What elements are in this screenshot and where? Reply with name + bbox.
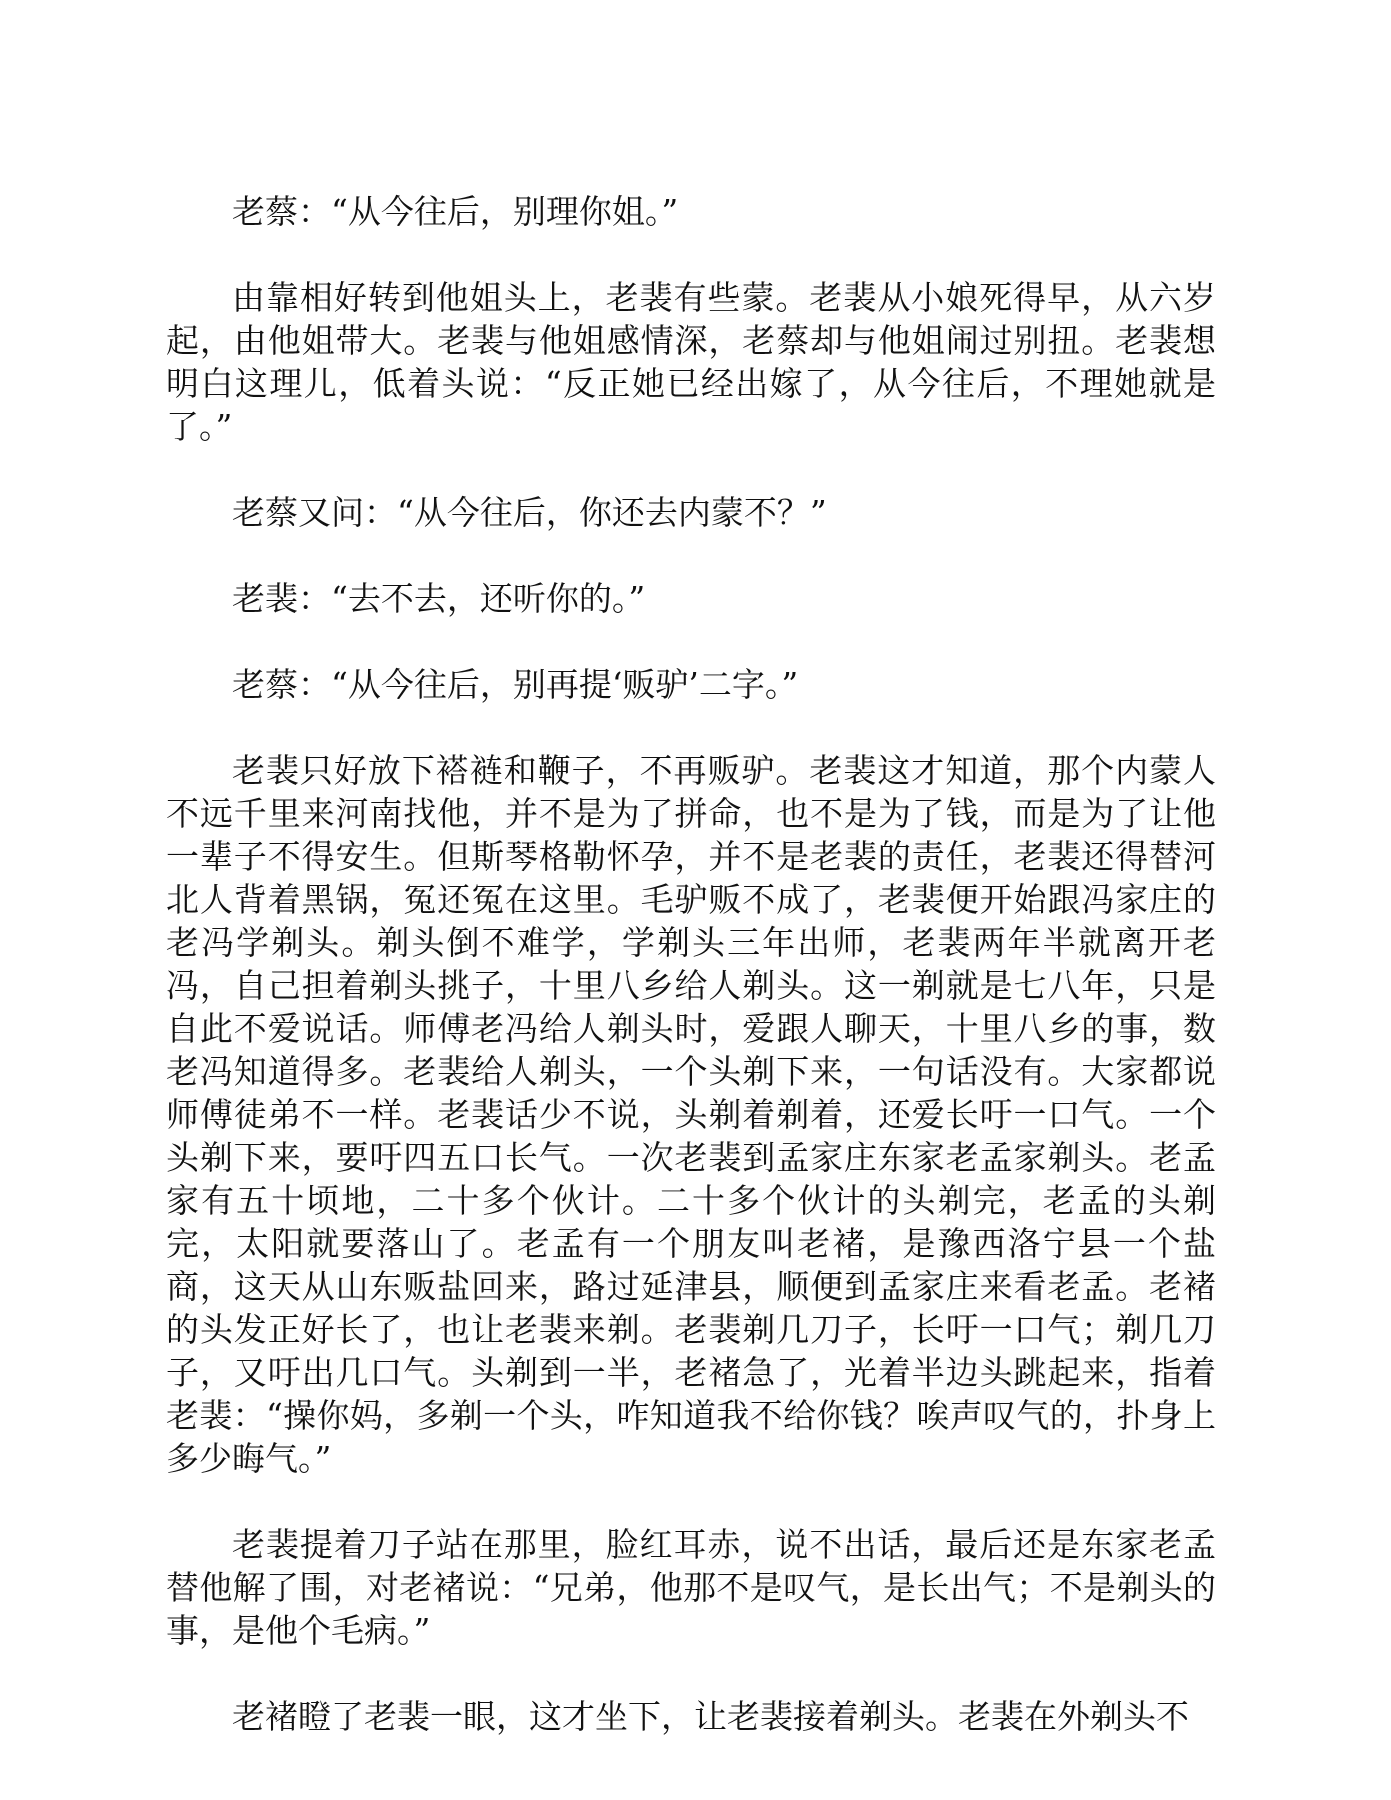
paragraph: 老褚瞪了老裴一眼，这才坐下，让老裴接着剃头。老裴在外剃头不 <box>232 1697 1189 1736</box>
paragraph: 老蔡：“从今往后，别理你姐。” <box>232 192 679 231</box>
paragraph: 由靠相好转到他姐头上，老裴有些蒙。老裴从小娘死得早，从六岁起，由他姐带大。老裴与他姐感情深，老蔡却与他姐闹过别扭。老裴想明白这理儿，低着头说：“反正她已经出嫁了，从今往后，不理她就是了。” <box>166 278 1216 446</box>
text-body <box>166 190 1216 1738</box>
paragraph: 老裴：“去不去，还听你的。” <box>232 579 646 618</box>
paragraph: 老蔡：“从今往后，别再提‘贩驴’二字。” <box>232 665 799 704</box>
paragraph: 老裴只好放下褡裢和鞭子，不再贩驴。老裴这才知道，那个内蒙人不远千里来河南找他，并不是为了拼命，也不是为了钱，而是为了让他一辈子不得安生。但斯琴格勒怀孕，并不是老裴的责任，老裴还得替河北人背着黑锅，冤还冤在这里。毛驴贩不成了，老裴便开始跟冯家庄的老冯学剃头。剃头倒不难学，学剃头三年出师，老裴两年半就离开老冯，自己担着剃头挑子，十里八乡给人剃头。这一剃就是七八年，只是自此不爱说话。师傅老冯给人剃头时，爱跟人聊天，十里八乡的事，数老冯知道得多。老裴给人剃头，一个头剃下来，一句话没有。大家都说师傅徒弟不一样。老裴话少不说，头剃着剃着，还爱长吁一口气。一个头剃下来，要吁四五口长气。一次老裴到孟家庄东家老孟家剃头。老孟家有五十顷地，二十多个伙计。二十多个伙计的头剃完，老孟的头剃完，太阳就要落山了。老孟有一个朋友叫老褚，是豫西洛宁县一个盐商，这天从山东贩盐回来，路过延津县，顺便到孟家庄来看老孟。老褚的头发正好长了，也让老裴来剃。老裴剃几刀子，长吁一口气；剃几刀子，又吁出几口气。头剃到一半，老褚急了，光着半边头跳起来，指着老裴：“操你妈，多剃一个头，咋知道我不给你钱？唉声叹气的，扑身上多少晦气。” <box>166 751 1216 1478</box>
paragraph: 老裴提着刀子站在那里，脸红耳赤，说不出话，最后还是东家老孟替他解了围，对老褚说：“兄弟，他那不是叹气，是长出气；不是剃头的事，是他个毛病。” <box>166 1525 1216 1650</box>
paragraph: 老蔡又问：“从今往后，你还去内蒙不？” <box>232 493 827 532</box>
